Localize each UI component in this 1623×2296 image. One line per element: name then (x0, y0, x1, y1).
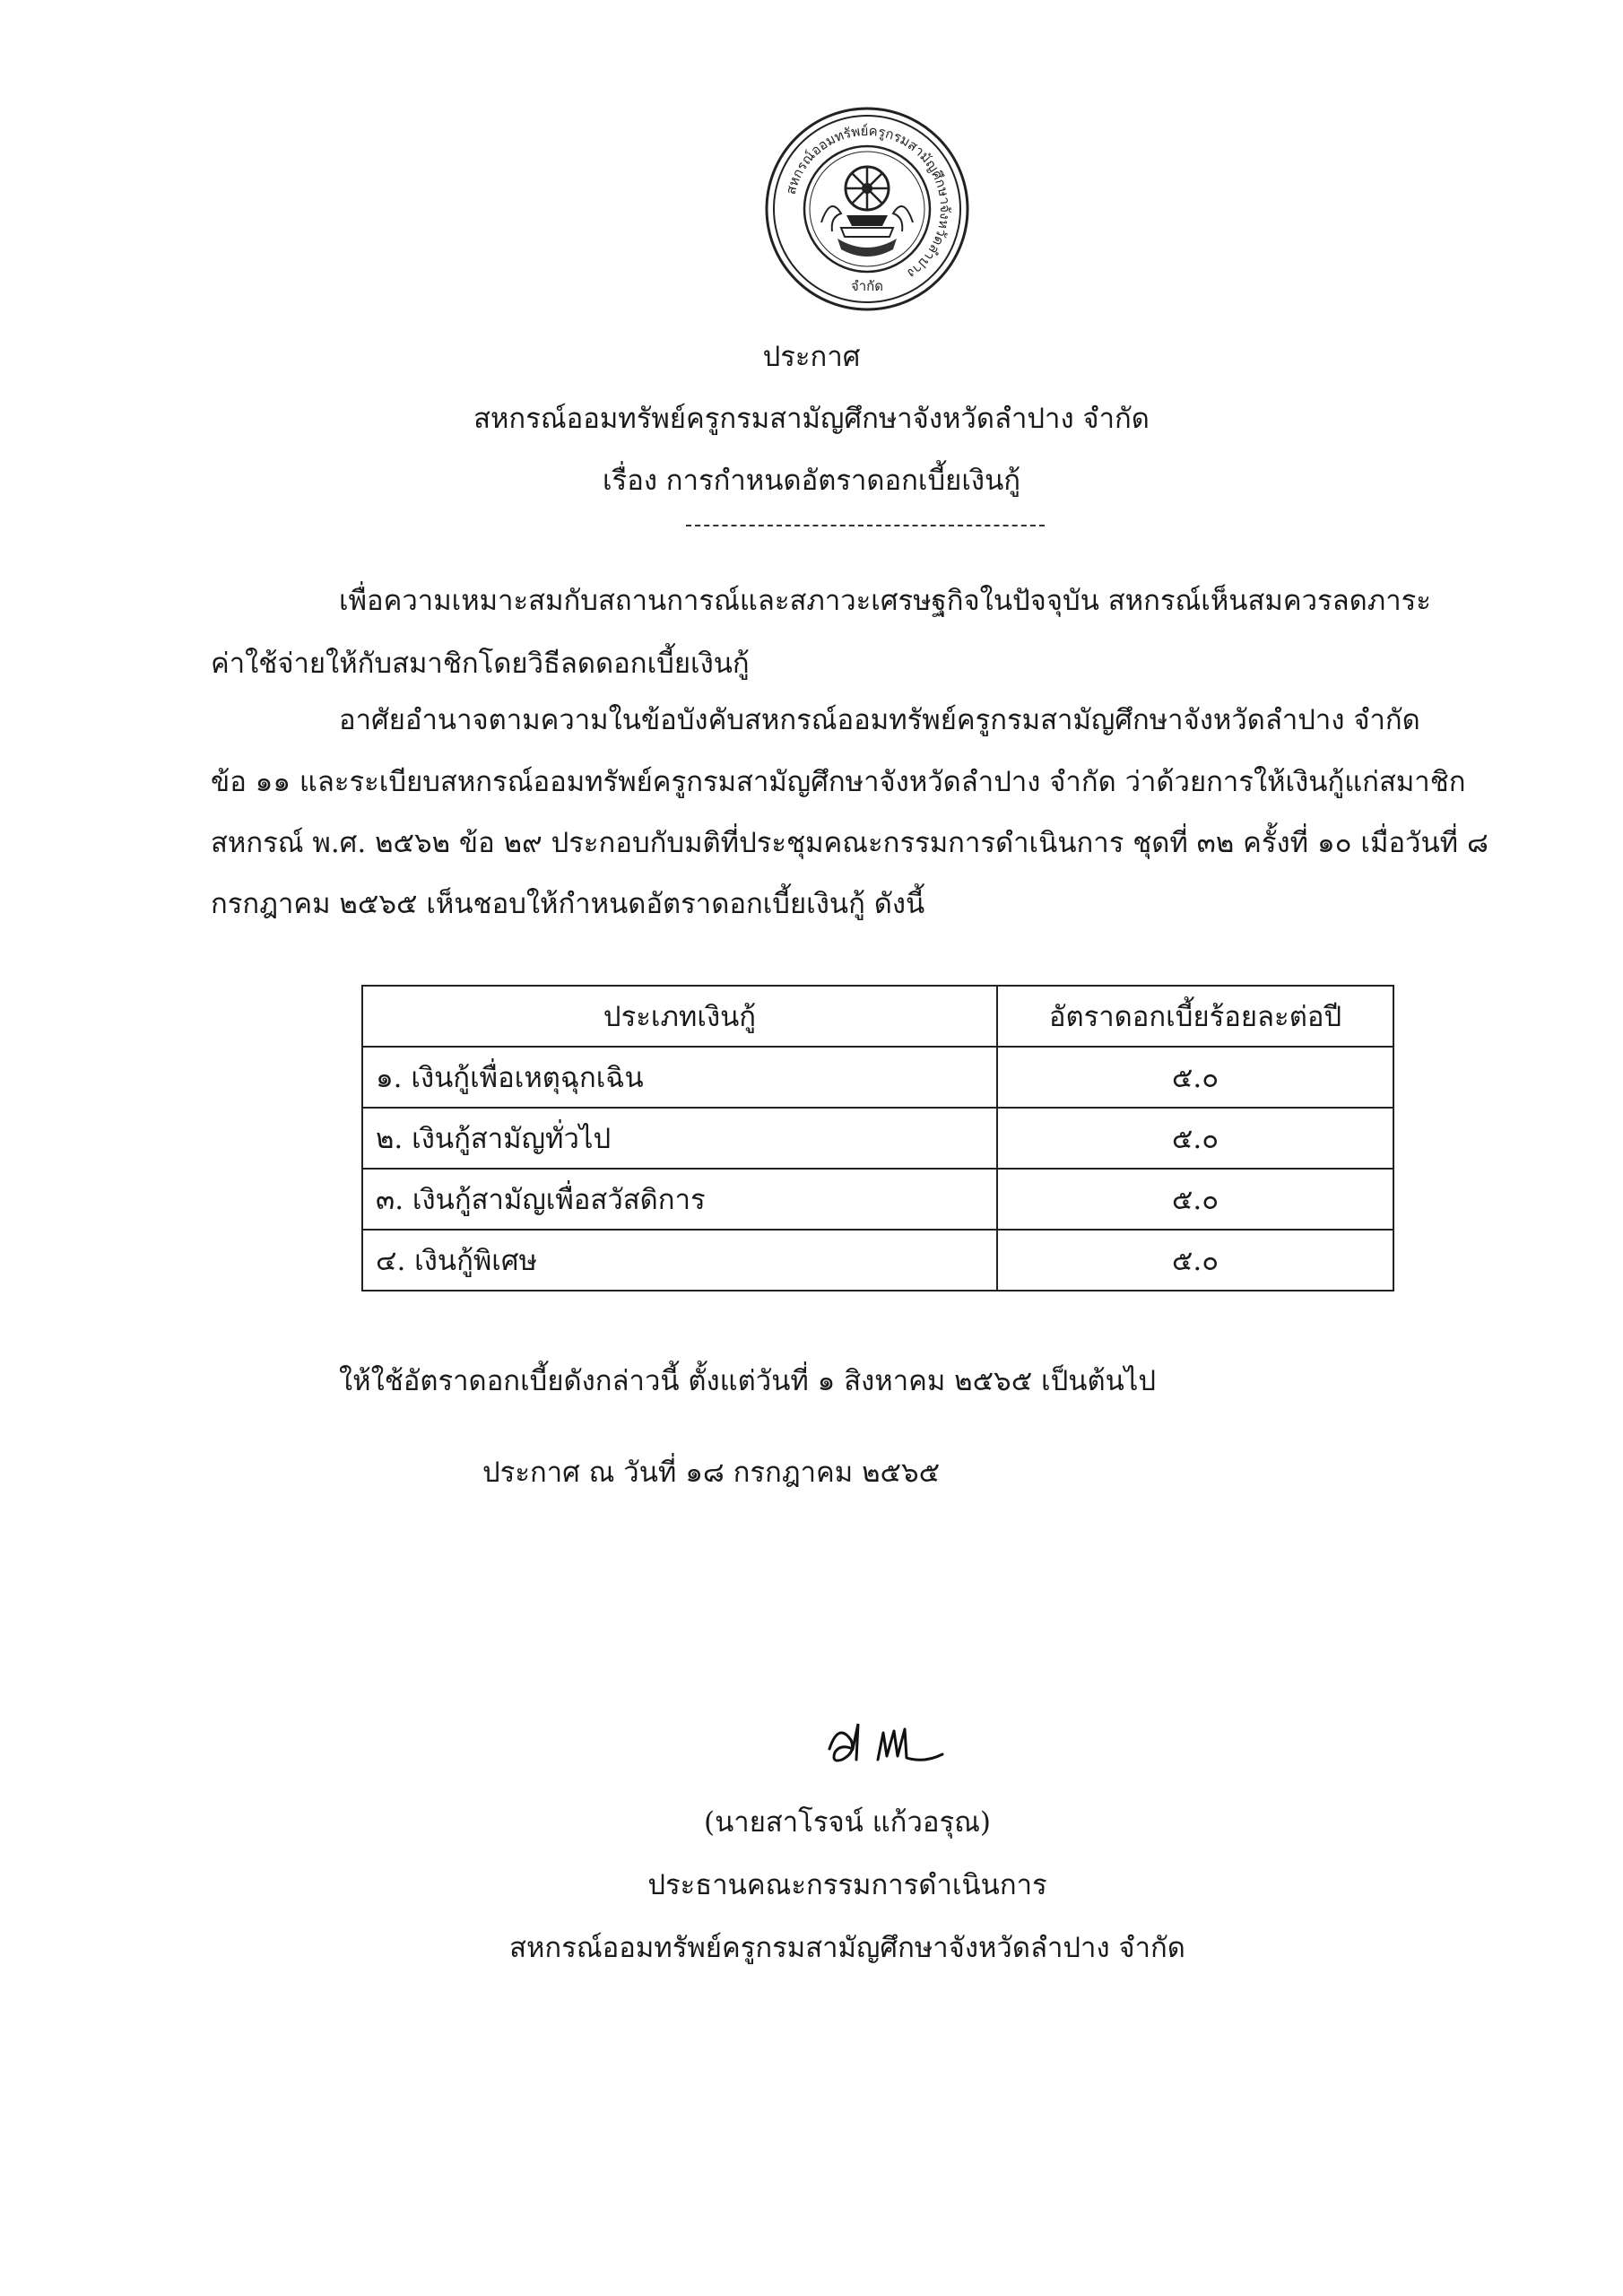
header-loan-type: ประเภทเงินกู้ (362, 986, 997, 1047)
cooperative-seal (764, 106, 970, 312)
subject-heading: เรื่อง การกำหนดอัตราดอกเบี้ยเงินกู้ (602, 465, 1021, 497)
organization-heading: สหกรณ์ออมทรัพย์ครูกรมสามัญศึกษาจังหวัดลำปาง จำกัด (473, 403, 1150, 435)
table-row (362, 1047, 1393, 1108)
loan-type-cell: ๓. เงินกู้สามัญเพื่อสวัสดิการ (362, 1169, 997, 1230)
seal-bottom-text: จำกัด (850, 278, 884, 294)
rate-cell: ๕.๐ (997, 1169, 1393, 1230)
loan-type-cell: ๑. เงินกู้เพื่อเหตุฉุกเฉิน (362, 1047, 997, 1108)
paragraph-1-line-2: ค่าใช้จ่ายให้กับสมาชิกโดยวิธีลดดอกเบี้ยเงินกู้ (211, 648, 750, 680)
table-row (362, 1230, 1393, 1291)
signatory-organization: สหกรณ์ออมทรัพย์ครูกรมสามัญศึกษาจังหวัดลำปาง จำกัด (509, 1932, 1185, 1964)
rate-cell: ๕.๐ (997, 1047, 1393, 1108)
signature-mark-icon (812, 1713, 973, 1776)
signatory-position: ประธานคณะกรรมการดำเนินการ (647, 1869, 1047, 1901)
paragraph-2-line-3: สหกรณ์ พ.ศ. ๒๕๖๒ ข้อ ๒๙ ประกอบกับมติที่ประชุมคณะกรรมการดำเนินการ ชุดที่ ๓๒ ครั้งที่ ๑๐ เมื่อวันที่ ๘ (211, 827, 1488, 859)
seal-ring-text: สหกรณ์ออมทรัพย์ครูกรมสามัญศึกษาจังหวัดลำปาง (782, 122, 954, 282)
paragraph-2-line-2: ข้อ ๑๑ และระเบียบสหกรณ์ออมทรัพย์ครูกรมสามัญศึกษาจังหวัดลำปาง จำกัด ว่าด้วยการให้เงินกู้แก่สมาชิก (211, 766, 1466, 798)
table-row (362, 1108, 1393, 1169)
effective-date-text: ให้ใช้อัตราดอกเบี้ยดังกล่าวนี้ ตั้งแต่วันที่ ๑ สิงหาคม ๒๕๖๕ เป็นต้นไป (339, 1365, 1157, 1397)
divider (686, 525, 1045, 526)
table-row (362, 1169, 1393, 1230)
paragraph-2-line-1: อาศัยอำนาจตามความในข้อบังคับสหกรณ์ออมทรัพย์ครูกรมสามัญศึกษาจังหวัดลำปาง จำกัด (339, 704, 1420, 736)
paragraph-2-line-4: กรกฎาคม ๒๕๖๕ เห็นชอบให้กำหนดอัตราดอกเบี้ยเงินกู้ ดังนี้ (211, 888, 925, 920)
paragraph-1-line-1: เพื่อความเหมาะสมกับสถานการณ์และสภาวะเศรษฐกิจในปัจจุบัน สหกรณ์เห็นสมควรลดภาระ (339, 585, 1431, 617)
seal-emblem-icon (764, 106, 970, 312)
signatory-name: (นายสาโรจน์ แก้วอรุณ) (704, 1806, 991, 1839)
rate-cell: ๕.๐ (997, 1108, 1393, 1169)
loan-type-cell: ๔. เงินกู้พิเศษ (362, 1230, 997, 1291)
rate-cell: ๕.๐ (997, 1230, 1393, 1291)
page-title: ประกาศ (762, 341, 861, 373)
table-header-row (362, 986, 1393, 1047)
interest-rate-table (361, 985, 1394, 1292)
signature (812, 1713, 973, 1776)
header-interest-rate: อัตราดอกเบี้ยร้อยละต่อปี (997, 986, 1393, 1047)
announcement-date-text: ประกาศ ณ วันที่ ๑๘ กรกฎาคม ๒๕๖๕ (482, 1457, 941, 1489)
loan-type-cell: ๒. เงินกู้สามัญทั่วไป (362, 1108, 997, 1169)
